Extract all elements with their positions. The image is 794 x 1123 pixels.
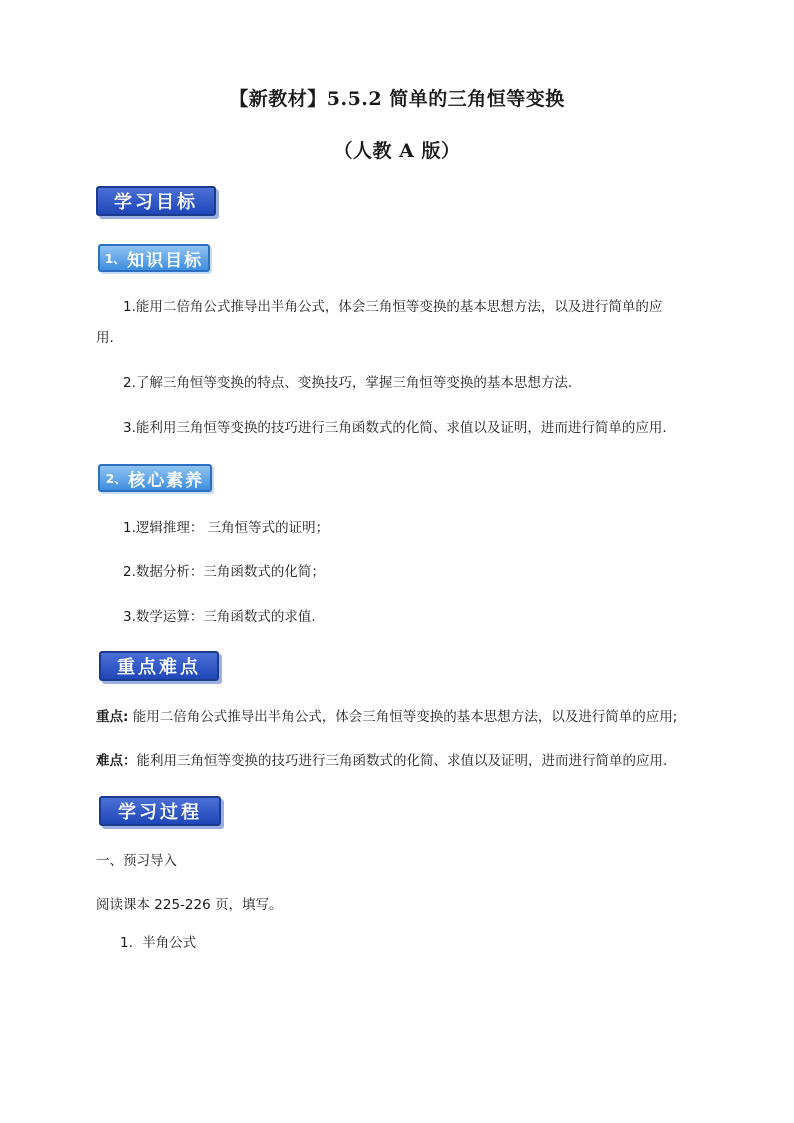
subsection-number: 2、 xyxy=(105,471,127,486)
literacy-item-1: 1.逻辑推理： 三角恒等式的证明； xyxy=(123,520,330,536)
section-banner-label: 重点难点 xyxy=(117,657,201,678)
subsection-number: 1、 xyxy=(104,251,126,266)
document-title: 【新教材】5.5.2 简单的三角恒等变换 xyxy=(229,88,565,110)
literacy-item-2: 2.数据分析：三角函数式的化简； xyxy=(123,564,325,580)
goal-item-2: 2.了解三角恒等变换的特点、变换技巧，掌握三角恒等变换的基本思想方法. xyxy=(123,375,573,391)
process-reading-instruction: 阅读课本 225-226 页，填写。 xyxy=(96,897,283,913)
focus-point xyxy=(96,706,677,728)
goal-item-1-continued: 用. xyxy=(96,330,114,346)
goal-item-3: 3.能利用三角恒等变换的技巧进行三角函数式的化简、求值以及证明，进而进行简单的应用. xyxy=(123,420,667,436)
subsection-banner-core-literacy xyxy=(98,464,212,492)
process-item-half-angle: 1．半角公式 xyxy=(120,935,197,951)
focus-text: 能用二倍角公式推导出半角公式，体会三角恒等变换的基本思想方法，以及进行简单的应用; xyxy=(128,709,678,725)
subsection-label: 知识目标 xyxy=(127,250,204,271)
section-banner-key-difficult-points xyxy=(99,651,219,681)
difficulty-label: 难点： xyxy=(96,753,137,769)
section-banner-label: 学习过程 xyxy=(118,802,202,823)
difficulty-point xyxy=(96,750,667,772)
process-part-heading: 一、预习导入 xyxy=(96,853,177,869)
literacy-item-3: 3.数学运算：三角函数式的求值. xyxy=(123,609,316,625)
section-banner-learning-process xyxy=(99,796,221,826)
focus-label: 重点: xyxy=(96,709,129,725)
difficulty-text: 能利用三角恒等变换的技巧进行三角函数式的化简、求值以及证明，进而进行简单的应用. xyxy=(136,753,668,769)
document-subtitle: （人教 A 版） xyxy=(333,140,461,162)
section-banner-label: 学习目标 xyxy=(114,192,198,213)
subsection-label: 核心素养 xyxy=(128,470,205,491)
subsection-banner-knowledge-goals xyxy=(98,244,210,272)
section-banner-learning-goals xyxy=(96,186,216,216)
goal-item-1: 1.能用二倍角公式推导出半角公式，体会三角恒等变换的基本思想方法，以及进行简单的应 xyxy=(123,299,663,315)
